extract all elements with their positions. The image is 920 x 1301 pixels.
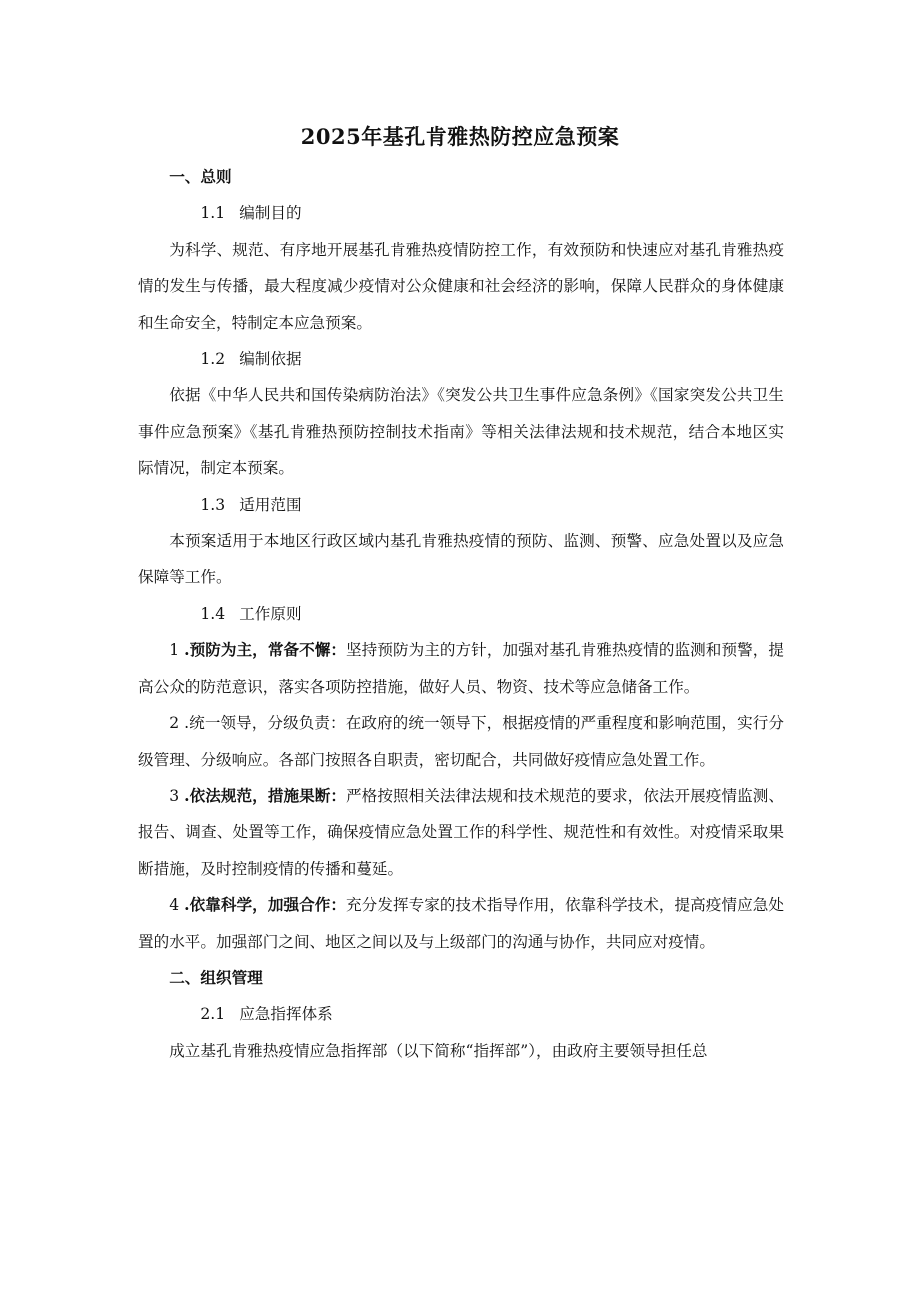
subsection-title: 适用范围: [239, 495, 302, 514]
subsection-number: 1.2: [200, 350, 226, 369]
principle-3: [138, 778, 784, 887]
subsection-title: 编制目的: [239, 204, 302, 223]
section-heading-organization: 二、组织管理: [169, 967, 263, 987]
subsection-heading-scope: [138, 487, 784, 523]
subsection-heading-principles: [138, 596, 784, 632]
subsection-title: 应急指挥体系: [239, 1005, 333, 1024]
principle-number: 3: [169, 786, 180, 805]
principle-text: 坚持预防为主的方针，加强对基孔肯雅热疫情的监测和预警，提高公众的防范意识，落实各项防控措施，做好人员、物资、技术等应急储备工作。: [138, 641, 784, 696]
principle-lead: .预防为主，常备不懈：: [184, 640, 347, 660]
principle-2: [138, 705, 784, 778]
section-heading-general: 一、总则: [169, 167, 232, 186]
subsection-title: 编制依据: [239, 350, 302, 369]
paragraph-scope: 本预案适用于本地区行政区域内基孔肯雅热疫情的预防、监测、预警、应急处置以及应急保障等工作。: [138, 532, 784, 587]
principle-4: [138, 887, 784, 960]
principle-lead: .依靠科学，加强合作：: [184, 895, 347, 915]
subsection-number: 1.1: [200, 204, 226, 223]
principle-number: 4: [169, 896, 180, 915]
principle-number: 2: [169, 714, 180, 733]
paragraph-command-system: 成立基孔肯雅热疫情应急指挥部（以下简称“指挥部”），由政府主要领导担任总: [169, 1041, 708, 1060]
principle-lead: .依法规范，措施果断：: [184, 785, 347, 805]
subsection-number: 2.1: [200, 1005, 226, 1024]
principle-1: [138, 632, 784, 705]
document-body: [138, 159, 784, 1069]
principle-text: 充分发挥专家的技术指导作用，依靠科学技术，提高疫情应急处置的水平。加强部门之间、地区之间以及与上级部门的沟通与协作，共同应对疫情。: [138, 896, 784, 951]
subsection-number: 1.4: [200, 604, 226, 623]
subsection-title: 工作原则: [239, 604, 302, 623]
subsection-heading-purpose: [138, 195, 784, 231]
principle-lead: .统一领导，分级负责：: [184, 714, 346, 733]
principle-text: 严格按照相关法律法规和技术规范的要求，依法开展疫情监测、报告、调查、处置等工作，确保疫情应急处置工作的科学性、规范性和有效性。对疫情采取果断措施，及时控制疫情的传播和蔓延。: [138, 786, 784, 878]
paragraph-basis: 依据《中华人民共和国传染病防治法》《突发公共卫生事件应急条例》《国家突发公共卫生事件应急预案》《基孔肯雅热预防控制技术指南》等相关法律法规和技术规范，结合本地区实际情况，制定本预案。: [138, 386, 784, 478]
paragraph-purpose: 为科学、规范、有序地开展基孔肯雅热疫情防控工作，有效预防和快速应对基孔肯雅热疫情的发生与传播，最大程度减少疫情对公众健康和社会经济的影响，保障人民群众的身体健康和生命安全，特制定本应急预案。: [138, 240, 784, 332]
subsection-number: 1.3: [200, 495, 226, 514]
subsection-heading-basis: [138, 341, 784, 377]
document-title: 2025年基孔肯雅热防控应急预案: [300, 124, 620, 149]
subsection-heading-command-system: [138, 996, 784, 1032]
principle-text: 在政府的统一领导下，根据疫情的严重程度和影响范围，实行分级管理、分级响应。各部门按照各自职责，密切配合，共同做好疫情应急处置工作。: [138, 714, 784, 769]
principle-number: 1: [169, 641, 180, 660]
